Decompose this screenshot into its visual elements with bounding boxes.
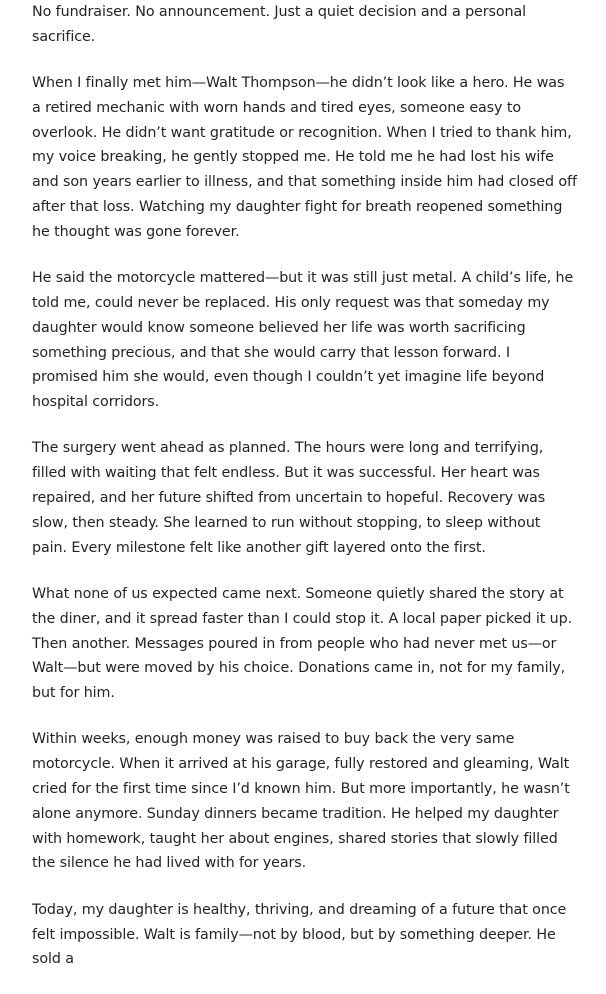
paragraph-today: Today, my daughter is healthy, thriving, and dreaming of a future that once felt impossible. Walt is family—not by blood, but by something deeper. He sold a <box>32 901 567 968</box>
paragraph-fundraiser: No fundraiser. No announcement. Just a quiet decision and a personal sacrifice. <box>32 4 527 45</box>
paragraph-story-spread: What none of us expected came next. Someone quietly shared the story at the diner, and it spread faster than I could stop it. A local paper picked it up. Then another. Messages poured in from people who had never met us—or Walt—but were moved by his choice. Donations came in, not for my family, but for him. <box>32 585 573 702</box>
paragraph-surgery: The surgery went ahead as planned. The hours were long and terrifying, filled with waiting that felt endless. But it was successful. Her heart was repaired, and her future shifted from uncertain to hopeful. Recovery was slow, then steady. She learned to run without stopping, to sleep without pain. Every milestone felt like another gift layered onto the first. <box>32 440 546 556</box>
article-body <box>32 0 577 994</box>
paragraph-motorcycle: He said the motorcycle mattered—but it was still just metal. A child’s life, he told me, could never be replaced. His only request was that someday my daughter would know someone believed her life was worth sacrificing something precious, and that she would carry that lesson forward. I promised him she would, even though I couldn’t yet imagine life beyond hospital corridors. <box>32 270 574 411</box>
paragraph-meeting-walt: When I finally met him—Walt Thompson—he didn’t look like a hero. He was a retired mechanic with worn hands and tired eyes, someone easy to overlook. He didn’t want gratitude or recognition. When I tried to thank him, my voice breaking, he gently stopped me. He told me he had lost his wife and son years earlier to illness, and that something inside him had closed off after that loss. Watching my daughter fight for breath reopened something he thought was gone forever. <box>32 75 577 240</box>
paragraph-buy-back: Within weeks, enough money was raised to buy back the very same motorcycle. When it arrived at his garage, fully restored and gleaming, Walt cried for the first time since I’d known him. But more importantly, he wasn’t alone anymore. Sunday dinners became tradition. He helped my daughter with homework, taught her about engines, shared stories that slowly filled the silence he had lived with for years. <box>32 731 570 872</box>
